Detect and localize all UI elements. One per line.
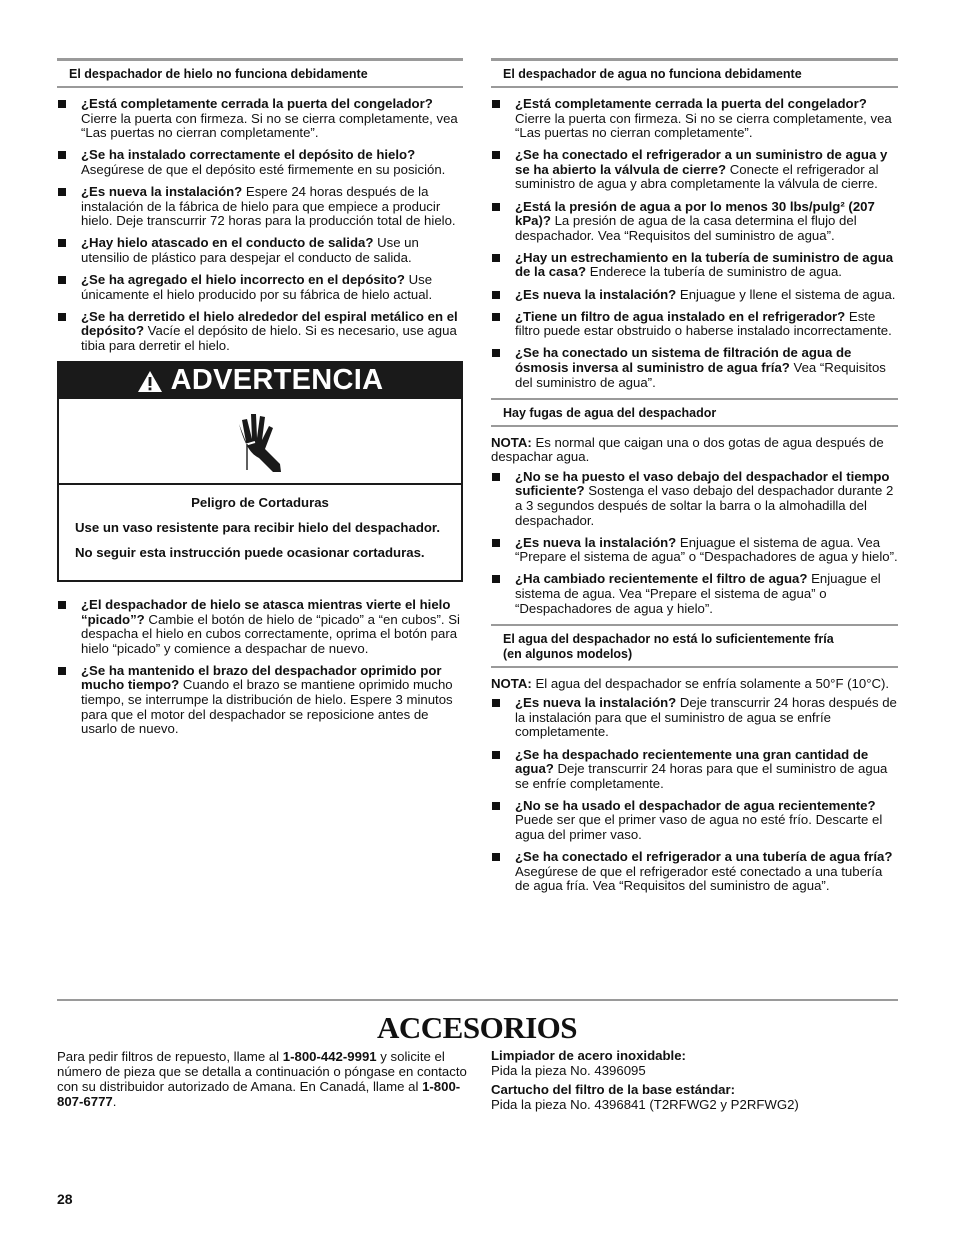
warning-box	[57, 361, 463, 582]
bullet-square-icon	[58, 151, 66, 159]
bullet-square-icon	[492, 575, 500, 583]
question: ¿Ha cambiado recientemente el filtro de agua?	[515, 571, 808, 587]
bullet-square-icon	[492, 100, 500, 108]
answer: Asegúrese de que el depósito esté firmemente en su posición.	[81, 161, 446, 177]
bullet-square-icon	[58, 276, 66, 284]
bullet-square-icon	[492, 291, 500, 299]
warning-body	[59, 485, 461, 580]
bullet-square-icon	[492, 473, 500, 481]
water-dispenser-heading: El despachador de agua no funciona debidamente	[491, 58, 898, 88]
cold-water-heading	[491, 624, 898, 668]
question: ¿El despachador de hielo se atasca mientras vierte el hielo “picado”?	[81, 596, 451, 627]
accessories-list	[491, 1049, 901, 1117]
question: ¿No se ha puesto el vaso debajo del despachador el tiempo suficiente?	[515, 468, 890, 499]
answer: Enjuague el sistema de agua. Vea “Prepare el sistema de agua” o “Despachadores de agua y hielo”.	[515, 571, 881, 616]
list-item	[57, 598, 463, 656]
leak-note	[491, 436, 898, 465]
answer: Conecte el refrigerador al suministro de agua y abra completamente la válvula de cierre.	[515, 161, 879, 192]
warning-instruction: Use un vaso resistente para recibir hielo del despachador.	[75, 519, 440, 535]
list-item	[57, 664, 463, 737]
question: ¿Es nueva la instalación?	[515, 286, 677, 302]
bullet-square-icon	[492, 751, 500, 759]
warning-title-bar	[59, 363, 461, 399]
question: ¿Se ha conectado un sistema de filtración de agua de ósmosis inversa al suministro de agua fría?	[515, 345, 852, 375]
answer: Cuando el brazo se mantiene oprimido mucho tiempo, se interrumpe la distribución de hielo. Espere 3 minutos para que el motor del despachador se reposicione antes de usarlo de nuevo.	[81, 677, 453, 737]
bullet-square-icon	[58, 100, 66, 108]
accessory-item	[491, 1083, 901, 1112]
ice-dispenser-list-continued	[57, 598, 463, 737]
question: ¿Está completamente cerrada la puerta del congelador?	[81, 96, 433, 111]
ice-dispenser-list	[57, 97, 463, 353]
answer: La presión de agua de la casa determina el flujo del despachador. Vea “Requisitos del suministro de agua”.	[515, 213, 857, 243]
cold-water-heading-line2: (en algunos modelos)	[503, 646, 633, 661]
accessory-name: Cartucho del filtro de la base estándar:	[491, 1082, 736, 1098]
note-label: NOTA:	[491, 675, 532, 691]
cold-water-list	[491, 696, 898, 894]
bullet-square-icon	[58, 188, 66, 196]
bullet-square-icon	[492, 203, 500, 211]
list-item	[491, 536, 898, 565]
bullet-square-icon	[492, 254, 500, 262]
answer: Este filtro puede estar obstruido o haberse instalado incorrectamente.	[515, 308, 892, 339]
bullet-square-icon	[58, 601, 66, 609]
list-item	[491, 251, 898, 280]
note-label: NOTA:	[491, 434, 532, 450]
question: ¿Se ha agregado el hielo incorrecto en el depósito?	[81, 271, 405, 287]
answer: Enderece la tubería de suministro de agua.	[586, 264, 842, 280]
question: ¿Hay un estrechamiento en la tubería de suministro de agua de la casa?	[515, 249, 894, 280]
phone-number-canada: 1-800-807-6777	[57, 1079, 461, 1109]
warning-triangle-icon	[137, 369, 163, 393]
list-item	[491, 200, 898, 244]
answer: Cierre la puerta con firmeza. Si no se cierra completamente, vea “Las puertas no cierran completamente”.	[515, 110, 892, 141]
question: ¿Es nueva la instalación?	[81, 183, 243, 199]
cold-water-note	[491, 677, 898, 692]
question: ¿Hay hielo atascado en el conducto de salida?	[81, 235, 374, 251]
answer: Use un utensilio de plástico para despejar el conducto de salida.	[81, 235, 419, 265]
cut-hazard-pictogram	[59, 399, 461, 485]
list-item	[57, 185, 463, 229]
hazard-label: Peligro de Cortaduras	[191, 494, 329, 510]
list-item	[57, 310, 463, 354]
answer: Sostenga el vaso debajo del despachador durante 2 a 3 segundos después de soltar la barra o la almohadilla del despachador.	[515, 483, 894, 528]
answer: Use únicamente el hielo producido por su fábrica de hielo actual.	[81, 271, 433, 302]
cut-hand-icon	[225, 406, 295, 476]
intro-text: Para pedir filtros de repuesto, llame al	[57, 1049, 283, 1064]
list-item	[57, 273, 463, 302]
question: ¿Está la presión de agua a por lo menos 30 lbs/pulg² (207 kPa)?	[515, 198, 875, 229]
accessory-part-number: Pida la pieza No. 4396095	[491, 1062, 646, 1078]
accessory-item	[491, 1049, 901, 1078]
warning-title: ADVERTENCIA	[170, 364, 384, 397]
phone-number-us: 1-800-442-9991	[282, 1049, 377, 1064]
list-item	[491, 799, 898, 843]
bullet-square-icon	[492, 349, 500, 357]
intro-text: y solicite el número de pieza que se detalla a continuación o póngase en contacto con su distribuidor autorizado de Amana. En Canadá, llame al	[57, 1049, 467, 1094]
question: ¿Se ha derretido el hielo alrededor del espiral metálico en el depósito?	[81, 308, 458, 339]
list-item	[491, 346, 898, 390]
cold-water-heading-line1: El agua del despachador no está lo suficientemente fría	[503, 631, 834, 646]
question: ¿Se ha instalado correctamente el depósito de hielo?	[81, 147, 416, 163]
bullet-square-icon	[492, 853, 500, 861]
question: ¿Se ha mantenido el brazo del despachador oprimido por mucho tiempo?	[81, 662, 442, 693]
question: ¿Está completamente cerrada la puerta del congelador?	[515, 96, 867, 111]
left-column	[57, 58, 463, 744]
list-item	[491, 97, 898, 141]
accessory-part-number: Pida la pieza No. 4396841 (T2RFWG2 y P2RFWG2)	[491, 1096, 799, 1112]
list-item	[57, 97, 463, 141]
question: ¿Se ha conectado el refrigerador a un suministro de agua y se ha abierto la válvula de cierre?	[515, 147, 888, 177]
page-number: 28	[57, 1191, 73, 1207]
warning-consequence: No seguir esta instrucción puede ocasionar cortaduras.	[75, 544, 425, 560]
answer: Cierre la puerta con firmeza. Si no se cierra completamente, vea “Las puertas no cierran completamente”.	[81, 110, 458, 141]
section-divider	[57, 999, 898, 1001]
answer: Espere 24 horas después de la instalación de la fábrica de hielo para que empiece a producir hielo. Deje transcurrir 72 horas para la producción total de hielo.	[81, 183, 456, 229]
list-item	[491, 470, 898, 528]
bullet-square-icon	[58, 667, 66, 675]
list-item	[491, 288, 898, 303]
note-text: Es normal que caigan una o dos gotas de agua después de despachar agua.	[491, 434, 884, 465]
answer: Vea “Requisitos del suministro de agua”.	[515, 359, 886, 390]
question: ¿Es nueva la instalación?	[515, 534, 677, 550]
list-item	[491, 850, 898, 894]
bullet-square-icon	[492, 699, 500, 707]
question: ¿No se ha usado el despachador de agua recientemente?	[515, 797, 876, 813]
list-item	[491, 696, 898, 740]
answer: Enjuague el sistema de agua. Vea “Prepare el sistema de agua” o “Despachadores de agua y hielo”.	[515, 534, 898, 565]
answer: Deje transcurrir 24 horas después de la instalación para que el suministro de agua se enfríe completamente.	[515, 695, 897, 740]
answer: Asegúrese de que el refrigerador esté conectado a una tubería de agua fría. Vea “Requisitos del suministro de agua”.	[515, 863, 883, 894]
answer: Enjuague y llene el sistema de agua.	[676, 286, 896, 302]
leak-heading: Hay fugas de agua del despachador	[491, 398, 898, 427]
question: ¿Tiene un filtro de agua instalado en el refrigerador?	[515, 308, 846, 324]
accessories-intro	[57, 1049, 467, 1109]
accessory-name: Limpiador de acero inoxidable:	[491, 1048, 686, 1063]
list-item	[57, 148, 463, 177]
note-text: El agua del despachador se enfría solamente a 50°F (10°C).	[531, 675, 890, 691]
question: ¿Se ha conectado el refrigerador a una tubería de agua fría?	[515, 849, 893, 865]
question: ¿Se ha despachado recientemente una gran cantidad de agua?	[515, 746, 869, 777]
ice-dispenser-heading: El despachador de hielo no funciona debidamente	[57, 58, 463, 88]
answer: Cambie el botón de hielo de “picado” a “en cubos”. Si despacha el hielo en cubos correctamente, oprima el botón para hielo “picado” y comience a despachar de nuevo.	[81, 611, 460, 656]
list-item	[491, 748, 898, 792]
answer: Vacíe el depósito de hielo. Si es necesario, use agua tibia para derretir el hielo.	[81, 323, 457, 353]
answer: Puede ser que el primer vaso de agua no esté frío. Descarte el agua del primer vaso.	[515, 812, 883, 842]
bullet-square-icon	[492, 151, 500, 159]
bullet-square-icon	[492, 313, 500, 321]
list-item	[57, 236, 463, 265]
intro-text: .	[112, 1094, 117, 1109]
bullet-square-icon	[58, 313, 66, 321]
list-item	[491, 148, 898, 192]
bullet-square-icon	[492, 802, 500, 810]
leak-list	[491, 470, 898, 616]
water-dispenser-list	[491, 97, 898, 390]
question: ¿Es nueva la instalación?	[515, 695, 677, 711]
list-item	[491, 310, 898, 339]
list-item	[491, 572, 898, 616]
bullet-square-icon	[58, 239, 66, 247]
right-column	[491, 58, 898, 901]
accessories-title: ACCESORIOS	[377, 1010, 577, 1045]
answer: Deje transcurrir 24 horas para que el suministro de agua se enfríe completamente.	[515, 761, 888, 791]
bullet-square-icon	[492, 539, 500, 547]
